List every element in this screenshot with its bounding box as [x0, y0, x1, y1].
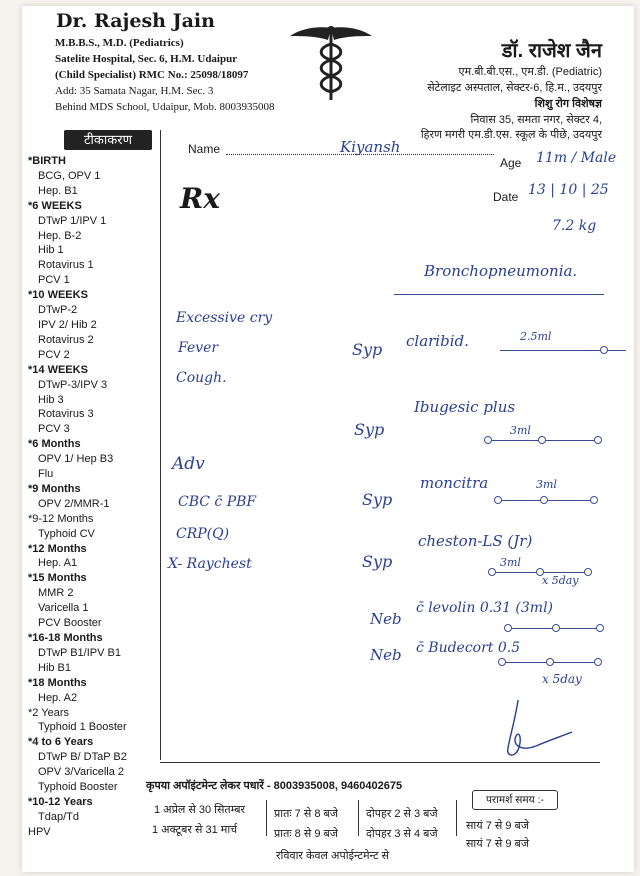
rx-6-dot-3 — [594, 658, 602, 666]
vaccination-item: DTwP-2 — [38, 304, 78, 317]
rx-4-duration: x 5day — [542, 574, 579, 587]
caduceus-icon — [288, 22, 374, 102]
rx-1-name: claribid. — [406, 332, 469, 350]
visit-date: 13 | 10 | 25 — [528, 182, 609, 198]
afternoon-1: दोपहर 2 से 3 बजे — [366, 808, 438, 820]
header-hi-line-1: एम.बी.बी.एस., एम.डी. (Pediatric) — [458, 66, 602, 78]
vaccination-item: IPV 2/ Hib 2 — [38, 318, 97, 331]
period-1: 1 अप्रेल से 30 सितम्बर — [154, 804, 246, 816]
date-label: Date — [493, 190, 519, 204]
vaccination-item: Hep. A2 — [38, 691, 78, 704]
rx-3-dot-1 — [494, 496, 502, 504]
vaccination-title: टीकाकरण — [64, 130, 152, 150]
patient-age: 11m / Male — [536, 150, 617, 166]
rx-2-form: Syp — [354, 420, 385, 439]
rx-1-form: Syp — [352, 340, 383, 359]
vaccination-item: OPV 1/ Hep B3 — [38, 453, 114, 466]
rx-6-dot-1 — [498, 658, 506, 666]
vaccination-item: Hib 1 — [38, 244, 64, 257]
vaccination-item: DTwP B/ DTaP B2 — [38, 751, 127, 764]
vaccination-item: Rotavirus 3 — [38, 408, 94, 421]
advice-label: Adv — [172, 454, 205, 474]
evening-1: सायं 7 से 9 बजे — [466, 820, 530, 832]
vaccination-item: DTwP 1/IPV 1 — [38, 214, 107, 227]
advice-item-3: X- Raychest — [168, 556, 252, 572]
consult-time-label: परामर्श समय :- — [472, 790, 558, 810]
diagnosis: Bronchopneumonia. — [424, 262, 578, 280]
weight: 7.2 kg — [552, 218, 597, 234]
rx-6-dot-2 — [546, 658, 554, 666]
complaint-3: Cough. — [176, 370, 227, 386]
doctor-name-hindi: डॉ. राजेश जैन — [501, 40, 602, 62]
advice-item-2: CRP(Q) — [176, 526, 230, 542]
morning-2: प्रातः 8 से 9 बजे — [274, 828, 338, 840]
vaccination-item: Hib B1 — [38, 661, 72, 674]
vaccination-group-heading: *6 WEEKS — [28, 199, 82, 212]
rx-4-dot-3 — [584, 568, 592, 576]
vaccination-item: PCV 1 — [38, 274, 70, 287]
footer-divider — [160, 762, 600, 763]
vaccination-item: Tdap/Td — [38, 810, 79, 823]
header-en-line-1: M.B.B.S., M.D. (Pediatrics) — [55, 37, 184, 49]
column-divider — [160, 130, 161, 760]
vaccination-item: Rotavirus 2 — [38, 333, 94, 346]
name-label: Name — [188, 142, 221, 156]
vaccination-item: OPV 2/MMR-1 — [38, 497, 110, 510]
morning-1: प्रातः 7 से 8 बजे — [274, 808, 338, 820]
complaint-1: Excessive cry — [176, 310, 273, 326]
rx-2-dose: 3ml — [510, 424, 531, 437]
rx-5-dot-3 — [596, 624, 604, 632]
vaccination-item: Varicella 1 — [38, 602, 89, 615]
vaccination-item: Hib 3 — [38, 393, 64, 406]
rx-3-dot-3 — [590, 496, 598, 504]
complaint-2: Fever — [178, 340, 219, 356]
vaccination-group-heading: *BIRTH — [28, 155, 66, 167]
appointment-text: कृपया अपॉइंटमेन्ट लेकर पधारें - 8003935008, 9460402675 — [146, 780, 403, 792]
header-hi-line-4: निवास 35, समता नगर, सेक्टर 4, — [470, 114, 602, 126]
vaccination-group-heading: *10-12 Years — [28, 795, 93, 808]
vaccination-group-heading: *15 Months — [28, 572, 87, 585]
header-en-line-3: (Child Specialist) RMC No.: 25098/18097 — [55, 69, 249, 81]
vaccination-item: BCG, OPV 1 — [38, 169, 101, 182]
rx-2-dot-1 — [484, 436, 492, 444]
vaccination-group-heading: *16-18 Months — [28, 632, 103, 644]
vaccination-item: Typhoid CV — [38, 527, 95, 540]
vaccination-group-heading: *4 to 6 Years — [28, 736, 94, 749]
vaccination-list — [28, 154, 160, 840]
vaccination-group-heading: *18 Months — [28, 676, 87, 689]
vaccination-item: PCV 2 — [38, 348, 70, 361]
rx-4-dot-1 — [488, 568, 496, 576]
vaccination-group-heading: *6 Months — [28, 438, 81, 451]
evening-2: सायं 7 से 9 बजे — [466, 838, 530, 850]
rx-2-name: Ibugesic plus — [414, 398, 516, 416]
footer-col-divider-3 — [456, 800, 457, 836]
vaccination-item: Flu — [38, 468, 54, 481]
vaccination-group-heading: *10 WEEKS — [28, 289, 88, 302]
vaccination-group-heading: *9 Months — [28, 482, 81, 495]
rx-5-form: Neb — [370, 610, 402, 628]
header-en-line-5: Behind MDS School, Udaipur, Mob. 8003935008 — [55, 101, 275, 113]
rx-6-duration: x 5day — [542, 672, 582, 686]
rx-3-dose: 3ml — [536, 478, 557, 491]
rx-2-dot-2 — [538, 436, 546, 444]
rx-5-dot-1 — [504, 624, 512, 632]
header-hi-line-5: हिरण मगरी एम.डी.एस. स्कूल के पीछे, उदयपुर — [420, 129, 602, 141]
header-en-line-4: Add: 35 Samata Nagar, H.M. Sec. 3 — [55, 85, 214, 97]
rx-3-name: moncitra — [420, 474, 489, 492]
rx-4-form: Syp — [362, 552, 393, 571]
age-label: Age — [500, 156, 522, 170]
rx-1-dose: 2.5ml — [520, 330, 552, 343]
rx-3-form: Syp — [362, 490, 393, 509]
rx-1-dose-dot — [600, 346, 608, 354]
vaccination-item: Hep. A1 — [38, 557, 78, 570]
vaccination-item: Typhoid Booster — [38, 781, 118, 794]
doctor-name: Dr. Rajesh Jain — [56, 10, 215, 32]
vaccination-item: Hep. B1 — [38, 184, 78, 197]
afternoon-2: दोपहर 3 से 4 बजे — [366, 828, 438, 840]
vaccination-group-heading: *12 Months — [28, 542, 87, 555]
patient-name: Kiyansh — [340, 138, 401, 156]
vaccination-item: Rotavirus 1 — [38, 259, 94, 272]
header-en-line-2: Satelite Hospital, Sec. 6, H.M. Udaipur — [55, 53, 238, 65]
vaccination-item: *2 Years — [28, 706, 69, 719]
vaccination-item: *9-12 Months — [28, 512, 94, 525]
vaccination-group-heading: *14 WEEKS — [28, 363, 88, 376]
rx-2-dot-3 — [594, 436, 602, 444]
vaccination-item: Typhoid 1 Booster — [38, 721, 127, 734]
vaccination-item: DTwP B1/IPV B1 — [38, 646, 121, 659]
sunday-note: रविवार केवल अपोईन्टमेन्ट से — [276, 850, 390, 862]
vaccination-item: PCV Booster — [38, 617, 102, 630]
vaccination-item: HPV — [28, 825, 51, 838]
rx-4-dose: 3ml — [500, 556, 521, 569]
rx-5-dot-2 — [552, 624, 560, 632]
doctor-signature — [496, 696, 576, 762]
rx-6-form: Neb — [370, 646, 402, 664]
diagnosis-underline — [394, 294, 604, 295]
rx-3-dot-2 — [540, 496, 548, 504]
period-2: 1 अक्टूबर से 31 मार्च — [152, 824, 238, 836]
rx-symbol: Rx — [180, 182, 220, 215]
rx-6-name: c̄ Budecort 0.5 — [416, 640, 521, 656]
vaccination-item: PCV 3 — [38, 423, 70, 436]
header-hi-line-2: सेटेलाइट अस्पताल, सेक्टर-6, हि.म., उदयपुर — [427, 82, 602, 94]
header-hi-line-3: शिशु रोग विशेषज्ञ — [534, 98, 602, 110]
vaccination-item: Hep. B-2 — [38, 229, 82, 242]
vaccination-item: MMR 2 — [38, 587, 74, 600]
vaccination-item: OPV 3/Varicella 2 — [38, 766, 125, 779]
footer-col-divider-1 — [266, 800, 267, 836]
footer-col-divider-2 — [358, 800, 359, 836]
rx-4-name: cheston-LS (Jr) — [418, 532, 533, 550]
advice-item-1: CBC c̄ PBF — [178, 494, 257, 510]
rx-5-name: c̄ levolin 0.31 (3ml) — [416, 600, 554, 616]
vaccination-item: DTwP-3/IPV 3 — [38, 378, 108, 391]
